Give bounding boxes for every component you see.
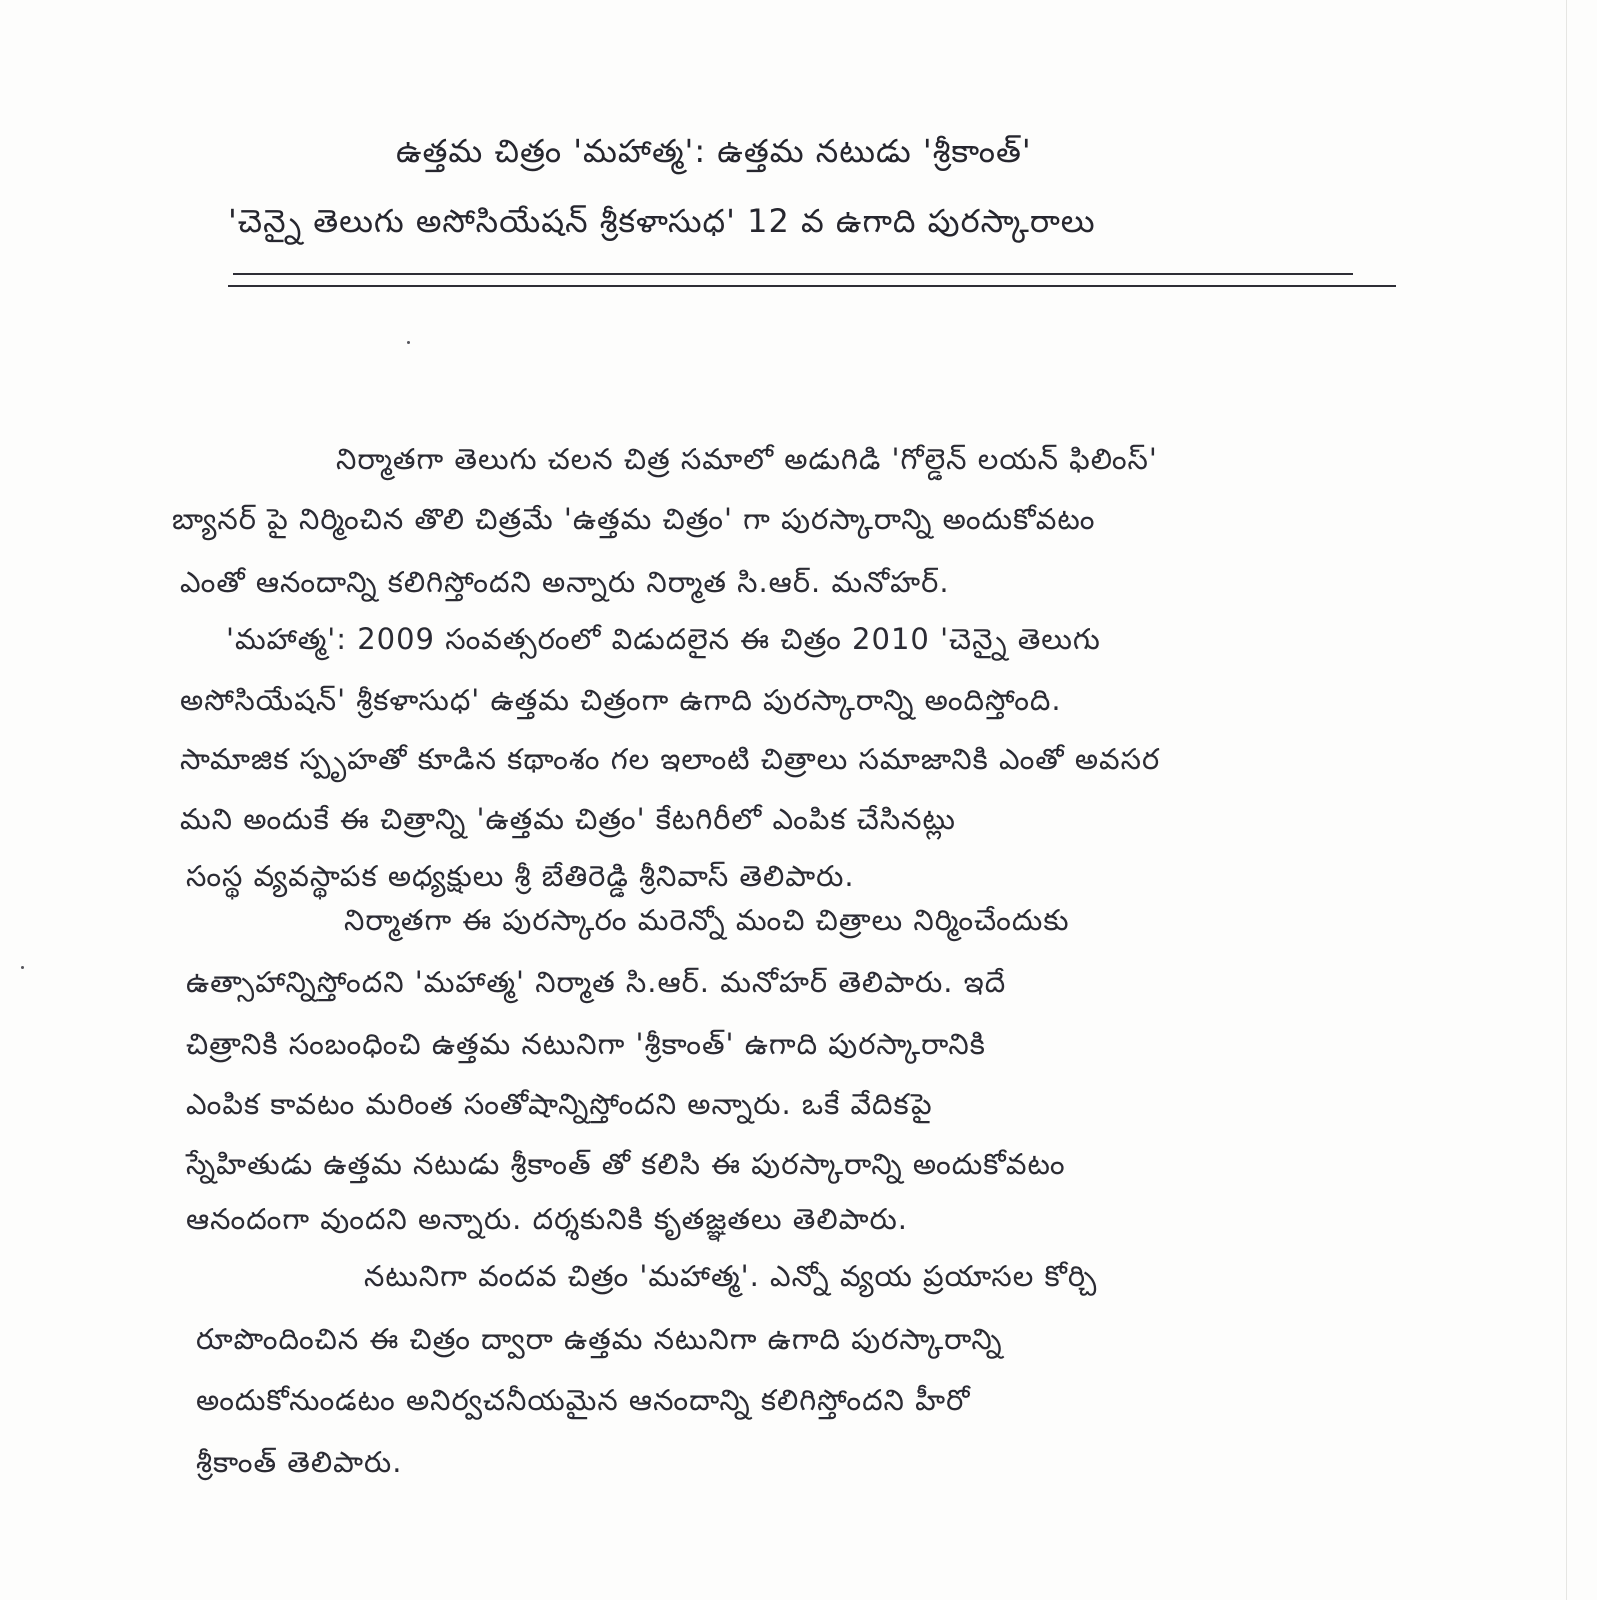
body-line: అసోసియేషన్' శ్రీకళాసుధ' ఉత్తమ చిత్రంగా ఉగాది పురస్కారాన్ని అందిస్తోంది.: [180, 683, 1062, 717]
title-underline-2: [228, 285, 1396, 287]
title-line-1: ఉత్తమ చిత్రం 'మహాత్మ': ఉత్తమ నటుడు 'శ్రీకాంత్': [396, 132, 1032, 170]
body-line: సంస్థ వ్యవస్థాపక అధ్యక్షులు శ్రీ బేతిరెడ్డి శ్రీనివాస్ తెలిపారు.: [186, 859, 855, 893]
body-line: నిర్మాతగా తెలుగు చలన చిత్ర సమాలో అడుగిడి 'గోల్డెన్ లయన్ ఫిలింస్': [336, 442, 1158, 476]
body-line: ఎంపిక కావటం మరింత సంతోషాన్నిస్తోందని అన్నారు. ఒకే వేదికపై: [186, 1087, 933, 1121]
body-line: స్నేహితుడు ఉత్తమ నటుడు శ్రీకాంత్ తో కలిసి ఈ పురస్కారాన్ని అందుకోవటం: [186, 1147, 1066, 1181]
body-line: మని అందుకే ఈ చిత్రాన్ని 'ఉత్తమ చిత్రం' కేటగిరీలో ఎంపిక చేసినట్లు: [180, 802, 956, 836]
ink-speck: [407, 341, 410, 344]
body-line: ఉత్సాహాన్నిస్తోందని 'మహాత్మ' నిర్మాత సి.ఆర్. మనోహర్ తెలిపారు. ఇదే: [186, 965, 1007, 999]
ink-speck: [21, 966, 24, 969]
body-line: నటునిగా వందవ చిత్రం 'మహాత్మ'. ఎన్నో వ్యయ ప్రయాసల కోర్చి: [364, 1259, 1098, 1293]
body-line: చిత్రానికి సంబంధించి ఉత్తమ నటునిగా 'శ్రీకాంత్' ఉగాది పురస్కారానికి: [186, 1027, 986, 1061]
body-line: సామాజిక స్పృహతో కూడిన కథాంశం గల ఇలాంటి చిత్రాలు సమాజానికి ఎంతో అవసర: [180, 742, 1161, 776]
title-line-2: 'చెన్నై తెలుగు అసోసియేషన్ శ్రీకళాసుధ' 12 వ ఉగాది పురస్కారాలు: [228, 202, 1096, 240]
scan-edge-shadow: [1566, 0, 1567, 1600]
body-line: రూపొందించిన ఈ చిత్రం ద్వారా ఉత్తమ నటునిగా ఉగాది పురస్కారాన్ని: [196, 1322, 1003, 1356]
body-line: 'మహాత్మ': 2009 సంవత్సరంలో విడుదలైన ఈ చిత్రం 2010 'చెన్నై తెలుగు: [226, 622, 1101, 656]
body-line: నిర్మాతగా ఈ పురస్కారం మరెన్నో మంచి చిత్రాలు నిర్మించేందుకు: [344, 903, 1070, 937]
body-line: అందుకోనుండటం అనిర్వచనీయమైన ఆనందాన్ని కలిగిస్తోందని హీరో: [196, 1383, 971, 1417]
body-line: శ్రీకాంత్ తెలిపారు.: [196, 1445, 403, 1479]
body-line: బ్యానర్ పై నిర్మించిన తొలి చిత్రమే 'ఉత్తమ చిత్రం' గా పురస్కారాన్ని అందుకోవటం: [172, 502, 1096, 536]
title-underline-1: [233, 273, 1353, 275]
body-line: ఆనందంగా వుందని అన్నారు. దర్శకునికి కృతజ్ఞతలు తెలిపారు.: [186, 1202, 908, 1236]
body-line: ఎంతో ఆనందాన్ని కలిగిస్తోందని అన్నారు నిర్మాత సి.ఆర్. మనోహర్.: [180, 565, 950, 599]
